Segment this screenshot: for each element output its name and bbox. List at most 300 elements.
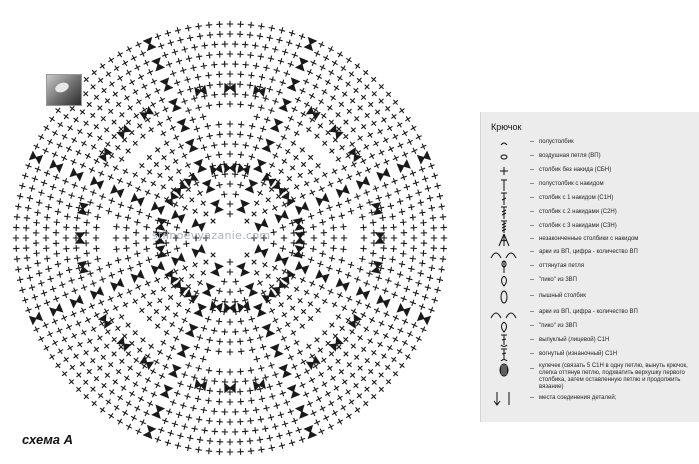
sc-stitch-mark (144, 60, 150, 66)
sc-stitch-mark (115, 213, 121, 219)
sc-stitch-mark (141, 134, 146, 139)
sc-stitch-mark (407, 331, 413, 337)
sc-stitch-mark (350, 329, 355, 334)
sc-stitch-mark (166, 409, 172, 415)
sc-stitch-mark (72, 182, 78, 188)
legend-dash: – (530, 208, 534, 215)
sc-stitch-mark (13, 245, 19, 251)
sc-stitch-mark (429, 205, 435, 211)
sc-stitch-mark (165, 30, 171, 36)
sc-stitch-mark (297, 350, 302, 356)
sc-stitch-mark (264, 117, 270, 123)
sc-stitch-mark (48, 194, 54, 200)
sc-stitch-mark (216, 21, 222, 27)
sc-stitch-mark (80, 110, 85, 115)
sc-stitch-mark (336, 314, 341, 319)
sc-stitch-mark (57, 271, 63, 277)
picot-icon (487, 320, 521, 334)
sc-stitch-mark (345, 198, 351, 204)
legend-dash: – (530, 322, 534, 329)
sc-stitch-mark (106, 399, 111, 404)
sc-stitch-mark (328, 181, 334, 187)
sc-stitch-mark (327, 205, 333, 211)
cluster-stitch-mark (195, 86, 206, 96)
sc-stitch-mark (118, 395, 123, 400)
legend-text: столбик без накида (СБН) (539, 167, 612, 173)
sc-stitch-mark (232, 429, 238, 435)
sc-stitch-mark (26, 163, 32, 169)
sc-stitch-mark (172, 49, 178, 55)
sc-stitch-mark (201, 407, 207, 413)
sc-stitch-mark (178, 381, 184, 387)
sc-stitch-mark (64, 114, 69, 119)
sc-stitch-mark (201, 63, 207, 69)
sc-stitch-mark (307, 69, 313, 75)
sc-stitch-mark (217, 419, 223, 425)
sc-stitch-mark (269, 308, 275, 314)
sc-stitch-mark (63, 224, 69, 230)
sc-stitch-mark (64, 256, 70, 262)
sc-stitch-mark (281, 336, 287, 342)
watermark-text: stilnoevyazanie.com (152, 229, 271, 242)
sc-stitch-mark (368, 369, 373, 374)
cluster-stitch-mark (246, 284, 257, 296)
sc-stitch-mark (100, 276, 106, 282)
legend-item (481, 233, 699, 247)
sc-stitch-mark (211, 328, 217, 334)
sc-stitch-mark (294, 155, 299, 160)
cluster-stitch-mark (237, 263, 248, 275)
sc-stitch-mark (341, 405, 346, 410)
sc-stitch-mark (207, 82, 213, 88)
sc-stitch-mark (205, 397, 211, 403)
legend-text: полустолбик с накидом (539, 181, 604, 187)
tr-icon (487, 206, 521, 220)
sc-stitch-mark (393, 315, 399, 321)
sc-stitch-mark (397, 198, 403, 204)
sc-stitch-mark (342, 305, 348, 310)
sc-stitch-mark (296, 427, 302, 433)
sc-stitch-mark (321, 358, 326, 363)
sc-stitch-mark (155, 147, 160, 152)
sc-stitch-mark (343, 134, 348, 139)
sc-stitch-mark (373, 330, 378, 335)
sc-stitch-mark (52, 152, 58, 158)
cluster-stitch-mark (161, 78, 172, 90)
sc-stitch-mark (14, 256, 20, 262)
sc-stitch-mark (334, 85, 339, 90)
sc-stitch-mark (115, 326, 120, 331)
sc-stitch-mark (55, 261, 61, 267)
sc-stitch-mark (332, 410, 338, 416)
sc-stitch-mark (370, 250, 376, 256)
sc-stitch-mark (126, 46, 132, 52)
sc-stitch-mark (112, 337, 117, 342)
sc-stitch-mark (180, 67, 186, 73)
sc-stitch-mark (71, 159, 77, 165)
sc-stitch-mark (69, 379, 74, 384)
sc-stitch-mark (334, 386, 339, 391)
sc-stitch-mark (316, 308, 321, 313)
sc-stitch-mark (310, 281, 316, 287)
sc-stitch-mark (393, 337, 398, 343)
sc-stitch-mark (393, 134, 398, 140)
sc-stitch-mark (227, 349, 233, 355)
sc-stitch-mark (78, 275, 84, 281)
sc-stitch-mark (45, 266, 51, 272)
sc-stitch-mark (113, 224, 119, 230)
sc-stitch-mark (93, 245, 99, 251)
sc-stitch-mark (74, 255, 80, 261)
sc-stitch-mark (269, 163, 275, 169)
sc-stitch-mark (237, 51, 243, 57)
sc-stitch-mark (359, 256, 365, 262)
sc-stitch-mark (140, 51, 146, 57)
sc-stitch-mark (238, 318, 244, 324)
cluster-stitch-mark (211, 263, 222, 275)
sc-stitch-mark (222, 409, 228, 415)
sc-stitch-mark (216, 318, 222, 324)
legend-item (481, 363, 699, 390)
sc-stitch-mark (248, 72, 254, 78)
sc-stitch-mark (242, 92, 248, 98)
sc-stitch-mark (25, 265, 31, 271)
sc-stitch-mark (429, 307, 435, 313)
sc-stitch-mark (427, 195, 433, 201)
sc-stitch-mark (90, 280, 96, 286)
cluster-stitch-mark (273, 281, 286, 294)
sc-stitch-mark (404, 286, 410, 292)
sc-stitch-mark (342, 165, 348, 170)
sc-stitch-mark (154, 309, 159, 314)
sc-stitch-mark (72, 333, 77, 338)
sc-stitch-mark (126, 70, 131, 75)
sc-stitch-mark (277, 89, 283, 95)
sc-stitch-mark (299, 437, 305, 443)
sc-stitch-mark (337, 395, 342, 400)
sc-stitch-mark (113, 246, 119, 252)
sc-stitch-mark (247, 32, 253, 38)
sc-stitch-mark (243, 408, 249, 414)
sc-stitch-mark (387, 126, 392, 131)
sc-stitch-mark (328, 46, 334, 52)
sc-stitch-mark (186, 414, 192, 420)
legend-item (481, 306, 699, 320)
sc-stitch-mark (194, 290, 200, 296)
sc-stitch-mark (375, 362, 380, 367)
sc-stitch-mark (301, 359, 307, 365)
sc-stitch-mark (126, 149, 131, 154)
sc-stitch-mark (321, 230, 327, 236)
sc-stitch-mark (217, 338, 223, 344)
sc-stitch-mark (327, 366, 332, 371)
sc-stitch-mark (253, 407, 259, 413)
sc-stitch-mark (435, 287, 441, 293)
sc-stitch-mark (237, 389, 243, 395)
sc-stitch-mark (272, 265, 277, 270)
sc-stitch-mark (202, 427, 208, 433)
sc-stitch-mark (402, 130, 408, 136)
sc-stitch-mark (69, 277, 75, 283)
sc-stitch-mark (197, 335, 203, 341)
sc-stitch-mark (38, 134, 44, 140)
sc-stitch-mark (368, 132, 373, 137)
cluster-stitch-mark (174, 281, 187, 294)
sc-stitch-mark (311, 235, 317, 241)
sc-stitch-mark (48, 276, 54, 282)
sc-stitch-mark (358, 136, 363, 141)
sc-stitch-mark (337, 76, 342, 81)
sc-stitch-mark (439, 266, 445, 272)
sc-stitch-mark (116, 369, 121, 374)
sc-stitch-mark (206, 367, 212, 373)
legend-text: места соединения деталей; (539, 395, 617, 401)
sc-stitch-mark (365, 113, 370, 118)
sc-stitch-mark (216, 121, 222, 127)
sc-stitch-mark (134, 219, 140, 225)
sc-stitch-mark (360, 224, 366, 230)
sc-stitch-mark (242, 41, 248, 47)
legend-dash: – (530, 194, 534, 201)
sc-stitch-mark (332, 60, 338, 66)
sc-stitch-mark (142, 107, 147, 112)
sc-stitch-mark (112, 134, 117, 139)
sc-stitch-mark (339, 213, 345, 219)
sc-stitch-mark (13, 235, 19, 241)
sc-stitch-mark (112, 352, 117, 357)
sc-stitch-mark (163, 364, 169, 370)
sc-stitch-mark (386, 379, 391, 384)
sc-stitch-mark (36, 200, 42, 206)
sc-stitch-mark (56, 363, 61, 368)
sc-stitch-mark (98, 106, 103, 111)
sc-stitch-mark (351, 128, 356, 133)
sc-stitch-mark (258, 365, 264, 371)
sc-stitch-mark (155, 382, 161, 388)
sc-stitch-mark (383, 333, 388, 338)
sc-stitch-mark (280, 224, 286, 230)
sc-stitch-mark (267, 86, 273, 92)
sc-stitch-mark (25, 205, 31, 211)
sc-stitch-mark (336, 202, 342, 208)
sc-stitch-mark (357, 393, 362, 398)
sc-stitch-mark (373, 141, 378, 146)
sc-stitch-mark (87, 369, 92, 374)
sc-stitch-mark (76, 387, 81, 392)
sc-stitch-mark (190, 274, 195, 279)
sc-stitch-mark (162, 155, 167, 160)
sc-stitch-mark (98, 366, 103, 371)
sc-stitch-mark (268, 362, 274, 368)
sc-stitch-mark (108, 57, 113, 62)
sc-stitch-mark (221, 279, 227, 285)
sc-stitch-mark (259, 396, 265, 402)
sc-stitch-mark (62, 134, 67, 140)
sc-stitch-mark (151, 290, 156, 295)
sc-stitch-mark (145, 93, 151, 99)
sc-stitch-mark (84, 92, 89, 97)
sc-stitch-mark (401, 174, 407, 180)
sc-stitch-mark (272, 372, 278, 378)
sc-stitch-mark (49, 116, 54, 121)
sc-stitch-mark (301, 111, 307, 117)
sc-stitch-mark (137, 348, 142, 353)
cluster-stitch-mark (195, 304, 206, 316)
sc-stitch-mark (233, 191, 239, 197)
sc-stitch-mark (113, 235, 119, 241)
sc-stitch-mark (207, 388, 213, 394)
sc-stitch-mark (182, 318, 188, 324)
sc-stitch-mark (392, 178, 398, 184)
sc-stitch-mark (175, 27, 181, 33)
sc-stitch-mark (258, 416, 264, 422)
sc-stitch-mark (304, 181, 309, 186)
sc-stitch-mark (168, 176, 173, 181)
sc-stitch-mark (174, 390, 180, 396)
sc-stitch-mark (173, 159, 178, 164)
sc-stitch-mark (351, 162, 357, 168)
sc-stitch-mark (284, 71, 290, 77)
sc-stitch-mark (314, 51, 320, 57)
sc-stitch-mark (267, 35, 273, 41)
sc-stitch-mark (165, 440, 171, 446)
sc-stitch-mark (94, 95, 99, 100)
sc-stitch-mark (211, 142, 217, 148)
sc-stitch-mark (195, 396, 201, 402)
sc-stitch-mark (232, 141, 238, 147)
sc-stitch-mark (22, 173, 28, 179)
sc-stitch-mark (44, 345, 50, 351)
sc-stitch-mark (319, 99, 324, 104)
sc-stitch-mark (269, 445, 275, 451)
sc-stitch-mark (170, 322, 175, 327)
sc-stitch-mark (147, 302, 152, 307)
sc-stitch-mark (125, 215, 131, 221)
sc-stitch-mark (206, 22, 212, 28)
sc-stitch-mark (287, 295, 292, 300)
sc-stitch-mark (295, 97, 301, 103)
sc-stitch-mark (284, 400, 290, 406)
sc-stitch-mark (356, 171, 362, 177)
sc-stitch-mark (73, 225, 79, 231)
sc-stitch-mark (249, 347, 255, 353)
sc-stitch-mark (337, 419, 343, 425)
sc-stitch-mark (91, 85, 96, 90)
sc-stitch-mark (330, 225, 336, 231)
sc-stitch-mark (361, 376, 366, 381)
sc-stitch-mark (391, 235, 397, 241)
legend-item (481, 348, 699, 362)
sc-stitch-mark (268, 414, 274, 420)
sc-stitch-mark (154, 162, 159, 167)
sc-stitch-mark (361, 158, 367, 164)
sc-stitch-mark (430, 215, 436, 221)
sc-stitch-mark (109, 153, 114, 158)
sc-stitch-mark (147, 316, 152, 321)
sc-stitch-mark (170, 149, 175, 154)
cluster-stitch-mark (246, 180, 257, 192)
sc-stitch-mark (282, 421, 288, 427)
sc-stitch-mark (316, 396, 322, 402)
sc-stitch-mark (211, 92, 217, 98)
sc-stitch-mark (389, 256, 395, 262)
sc-stitch-mark (54, 251, 60, 257)
sc-stitch-mark (420, 250, 426, 256)
sc-stitch-mark (285, 149, 290, 154)
sc-stitch-mark (194, 181, 200, 187)
sc-stitch-mark (155, 437, 161, 443)
sc-stitch-mark (319, 186, 325, 192)
sc-stitch-mark (364, 327, 369, 332)
sc-stitch-mark (35, 304, 41, 310)
sc-stitch-mark (398, 328, 404, 334)
sc-stitch-mark (105, 142, 110, 147)
sc-stitch-mark (180, 403, 186, 409)
sc-stitch-mark (422, 176, 428, 182)
sc-stitch-mark (388, 203, 394, 209)
sc-stitch-mark (237, 182, 243, 188)
sc-stitch-mark (161, 340, 166, 345)
sc-stitch-mark (337, 52, 343, 58)
sc-stitch-mark (354, 88, 359, 93)
sc-stitch-mark (260, 126, 266, 132)
sc-stitch-mark (84, 380, 89, 385)
sc-stitch-mark (127, 181, 133, 187)
sc-stitch-mark (172, 421, 178, 427)
sc-stitch-mark (332, 302, 337, 307)
sc-stitch-mark (133, 141, 138, 146)
sc-stitch-mark (346, 318, 351, 323)
cluster-stitch-mark (237, 200, 248, 212)
sc-stitch-mark (232, 61, 238, 67)
sc-stitch-mark (182, 265, 187, 270)
cluster-stitch-mark (111, 186, 123, 197)
cluster-stitch-mark (152, 406, 163, 418)
cluster-stitch-mark (178, 345, 189, 357)
sc-stitch-mark (119, 345, 124, 350)
sc-stitch-mark (221, 191, 227, 197)
sc-stitch-mark (351, 309, 357, 315)
sc-stitch-mark (381, 354, 386, 359)
sc-stitch-mark (155, 277, 161, 283)
sc-stitch-mark (158, 427, 164, 433)
sc-stitch-mark (97, 136, 102, 141)
legend-dash: – (530, 350, 534, 357)
sc-stitch-mark (227, 369, 233, 375)
legend-dash: – (530, 222, 534, 229)
cluster-stitch-mark (398, 160, 410, 171)
sc-stitch-mark (354, 383, 359, 388)
sc-stitch-mark (344, 120, 349, 125)
sc-stitch-mark (247, 82, 253, 88)
sc-stitch-mark (176, 169, 181, 174)
sc-stitch-mark (122, 60, 128, 66)
sc-stitch-mark (57, 143, 63, 149)
sc-stitch-mark (261, 290, 267, 296)
sc-stitch-mark (361, 347, 366, 352)
sc-stitch-mark (356, 300, 362, 306)
cluster-stitch-mark (337, 186, 349, 197)
sc-stitch-mark (300, 382, 306, 388)
sc-stitch-mark (182, 205, 187, 210)
cluster-stitch-mark (255, 245, 267, 256)
sc-stitch-mark (341, 66, 346, 71)
sc-stitch-mark (310, 117, 315, 122)
sc-stitch-mark (44, 300, 50, 306)
sc-stitch-mark (118, 202, 124, 208)
sc-stitch-mark (388, 267, 394, 273)
sc-stitch-mark (15, 266, 21, 272)
